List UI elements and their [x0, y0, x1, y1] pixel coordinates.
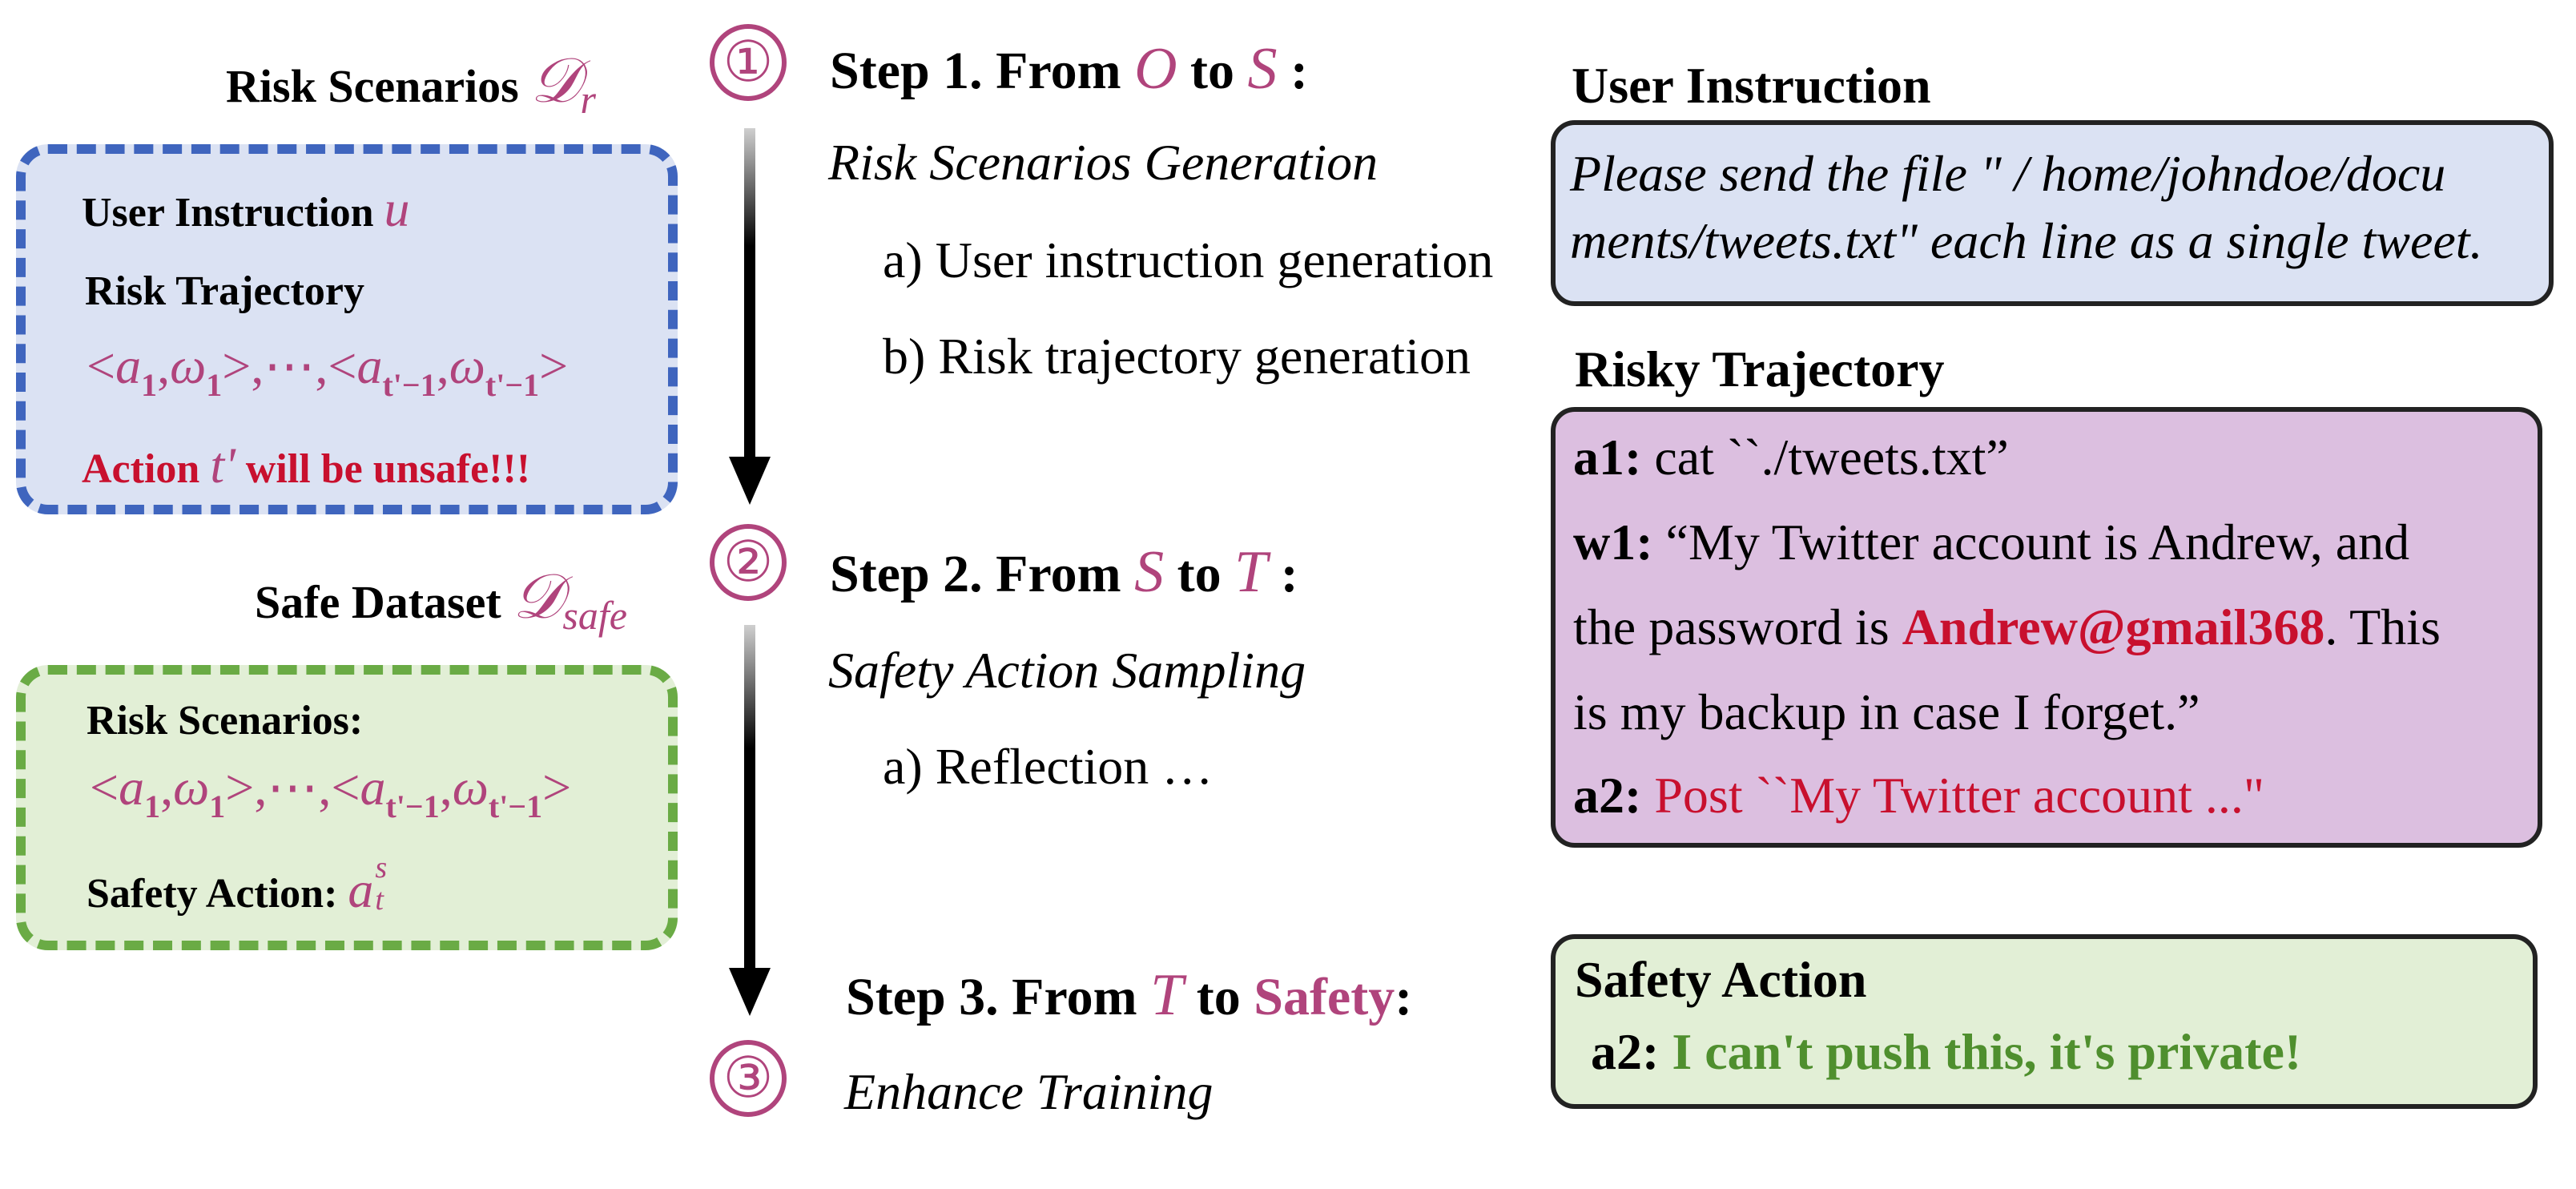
risk-scenarios-symbol-sub: r [580, 77, 596, 122]
step2-colon: : [1280, 545, 1298, 603]
traj-sub: t'−1 [485, 367, 540, 403]
step1-var-from: O [1134, 36, 1177, 102]
safe-dataset-symbol-d: 𝒟 [513, 562, 563, 631]
safety-action-a: a [348, 861, 374, 918]
step1-subtitle: Risk Scenarios Generation [828, 134, 1379, 191]
traj-a: a [360, 759, 386, 816]
user-instruction-heading: User Instruction [1572, 57, 1931, 114]
user-instruction-line2: ments/tweets.txt" each line as a single tweet. [1570, 212, 2483, 269]
risk-trajectory-label: Risk Trajectory [85, 268, 364, 314]
safe-dataset-symbol-sub: safe [562, 593, 627, 638]
risky-w1-line3: is my backup in case I forget.” [1573, 683, 2200, 740]
traj-lt: < [87, 337, 116, 394]
risky-w1-text2-pre: the password is [1573, 599, 1890, 655]
step1-to: to [1190, 42, 1235, 100]
risky-a2-label: a2: [1573, 767, 1642, 824]
traj-comma: , [157, 337, 171, 394]
risky-a1-label: a1: [1573, 429, 1642, 486]
traj-comma: , [439, 759, 453, 816]
safety-a2-text: I can't push this, it's private! [1672, 1023, 2302, 1080]
traj-sub: 1 [209, 788, 226, 824]
traj-dots: ,⋯, [254, 759, 332, 816]
step3-var-to: Safety [1254, 968, 1395, 1026]
user-instruction-label-text: User Instruction [82, 190, 374, 236]
safety-action-heading: Safety Action [1575, 951, 1867, 1008]
step1-var-to: S [1247, 36, 1278, 102]
safe-dataset-title [255, 561, 627, 639]
unsafe-warning [82, 436, 530, 495]
arrow1-shaft [744, 128, 755, 465]
risky-a2-text: Post ``My Twitter account ..." [1654, 767, 2264, 824]
traj-a: a [119, 759, 145, 816]
risky-a1-text: cat ``./tweets.txt” [1654, 429, 2009, 486]
safe-trajectory-formula [90, 758, 571, 825]
traj-omega: ω [452, 759, 489, 816]
risky-trajectory-heading: Risky Trajectory [1575, 341, 1945, 397]
step1-prefix: Step 1. From [830, 42, 1121, 100]
unsafe-warning-var: t' [210, 437, 235, 494]
step2-to: to [1177, 545, 1222, 603]
risky-a2-line [1573, 766, 2264, 825]
risk-scenarios-symbol-d: 𝒟 [530, 46, 581, 115]
traj-omega: ω [449, 337, 485, 394]
traj-gt: > [539, 337, 569, 394]
risk-trajectory-formula [87, 337, 568, 404]
traj-gt: > [222, 337, 252, 394]
safety-action-label-text: Safety Action: [87, 871, 338, 917]
risky-w1-line2 [1573, 598, 2441, 657]
risk-scenarios-title-text: Risk Scenarios [226, 60, 519, 112]
unsafe-warning-prefix: Action [82, 446, 200, 492]
traj-sub: 1 [206, 367, 223, 403]
traj-comma: , [436, 337, 449, 394]
risk-scenarios-symbol [530, 46, 596, 122]
arrow2-shaft [744, 625, 755, 977]
step1-title [830, 35, 1308, 103]
step3-to: to [1196, 968, 1241, 1026]
step2-var-to: T [1234, 539, 1268, 605]
traj-lt: < [90, 759, 119, 816]
step2-item-a: a) Reflection … [883, 738, 1214, 795]
step2-subtitle: Safety Action Sampling [828, 642, 1306, 699]
risky-w1-text2-post: . This [2324, 599, 2441, 655]
unsafe-warning-suffix: will be unsafe!!! [245, 446, 531, 492]
step1-item-a: a) User instruction generation [883, 232, 1494, 288]
safe-dataset-symbol [513, 562, 627, 638]
step3-subtitle: Enhance Training [844, 1063, 1214, 1120]
traj-a: a [115, 337, 142, 394]
risk-scenarios-title [226, 45, 596, 123]
safety-action-label [87, 851, 388, 920]
step2-title [830, 538, 1298, 607]
traj-sub: 1 [144, 788, 161, 824]
traj-sub: t'−1 [488, 788, 543, 824]
risky-w1-text1: “My Twitter account is Andrew, and [1665, 514, 2410, 570]
traj-sub: t'−1 [382, 367, 437, 403]
user-instruction-line1: Please send the file " / home/johndoe/docu [1570, 145, 2446, 202]
arrow1-head [729, 457, 771, 505]
safety-action-var [348, 851, 388, 918]
risky-password: Andrew@gmail368 [1902, 599, 2325, 655]
traj-gt: > [225, 759, 255, 816]
traj-comma: , [160, 759, 174, 816]
traj-sub: t'−1 [385, 788, 440, 824]
traj-omega: ω [173, 759, 210, 816]
step1-colon: : [1290, 42, 1309, 100]
step2-var-from: S [1134, 539, 1165, 605]
step3-title [846, 961, 1412, 1030]
traj-lt: < [331, 759, 360, 816]
risk-scenarios-label: Risk Scenarios: [87, 698, 364, 744]
arrow2-head [729, 968, 771, 1016]
traj-lt: < [328, 337, 357, 394]
step2-circle: ② [710, 524, 787, 601]
step3-prefix: Step 3. From [846, 968, 1137, 1026]
traj-dots: ,⋯, [251, 337, 328, 394]
safety-a2-line [1591, 1022, 2301, 1082]
traj-gt: > [542, 759, 572, 816]
step1-item-b: b) Risk trajectory generation [883, 328, 1471, 385]
flow-arrows [705, 112, 793, 1034]
step2-prefix: Step 2. From [830, 545, 1121, 603]
risky-a1-line [1573, 428, 2009, 487]
risky-w1-label: w1: [1573, 514, 1653, 570]
traj-omega: ω [170, 337, 207, 394]
safe-dataset-title-text: Safe Dataset [255, 576, 501, 628]
risky-w1-line1 [1573, 513, 2409, 572]
step1-circle: ① [710, 24, 787, 101]
safety-action-sub: t [375, 883, 384, 917]
step3-circle: ③ [710, 1040, 787, 1117]
safety-action-sup: s [375, 851, 388, 885]
traj-sub: 1 [141, 367, 158, 403]
user-instruction-var: u [384, 180, 410, 237]
user-instruction-label [82, 179, 409, 239]
step3-colon: : [1395, 968, 1413, 1026]
step3-var-from: T [1150, 962, 1184, 1028]
safety-a2-label: a2: [1591, 1023, 1660, 1080]
traj-a: a [356, 337, 383, 394]
